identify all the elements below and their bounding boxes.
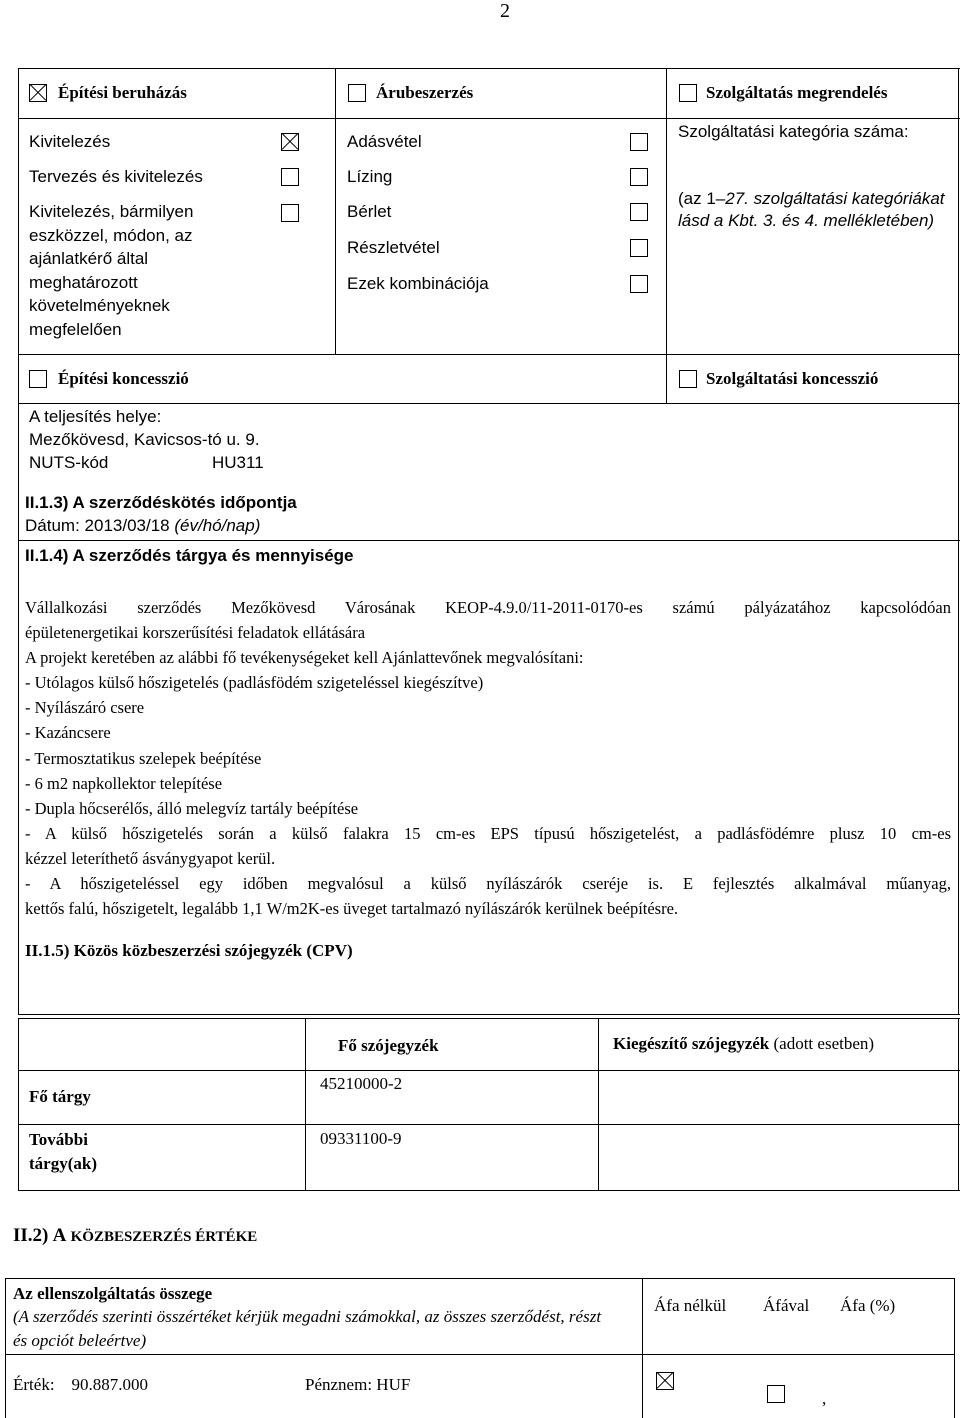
concession-divider-top: [18, 354, 960, 355]
works-item-checkbox[interactable]: [281, 204, 299, 222]
supplies-item-label: Lízing: [347, 167, 393, 186]
services-checkbox[interactable]: [679, 84, 697, 102]
works-item-label: Kivitelezés: [29, 132, 111, 151]
works-label: Építési beruházás: [58, 83, 187, 102]
supp-header-note: (adott esetben): [773, 1034, 875, 1053]
vat-value: ,: [822, 1389, 827, 1408]
services-label: Szolgáltatás megrendelés: [706, 83, 888, 102]
supplies-item-checkbox[interactable]: [630, 168, 648, 186]
cpv-row-label: Fő tárgy: [29, 1087, 91, 1106]
description-line: Vállalkozási szerződés Mezőkövesd Városának KEOP-4.9.0/11-2011-0170-es számú pályázatához kapcsolódóan: [25, 598, 951, 617]
cpv-left: [18, 1018, 19, 1191]
nuts-value: HU311: [212, 453, 264, 472]
works-item-checkbox[interactable]: [281, 168, 299, 186]
description-line: - Dupla hőcserélős, álló melegvíz tartály beépítése: [25, 798, 359, 818]
header-divider: [18, 118, 960, 119]
net-checkbox[interactable]: [656, 1372, 674, 1390]
cpv-code: 45210000-2: [320, 1074, 403, 1093]
description-line: - A külső hőszigetelés során a külső falakra 15 cm-es EPS típusú hőszigetelést, a padlásfödémre plusz 10 cm-es: [25, 823, 951, 843]
supplies-item-label: Ezek kombinációja: [347, 274, 489, 293]
service-concession-label: Szolgáltatási koncesszió: [706, 369, 879, 388]
col-gross: Áfával: [763, 1296, 810, 1315]
value-row: [13, 1374, 148, 1395]
currency-value: HUF: [376, 1375, 411, 1394]
cpv-row-label: További tárgy(ak): [29, 1130, 97, 1173]
currency-label: Pénznem:: [305, 1375, 373, 1394]
description-line: - A hőszigeteléssel egy időben megvalósul a külső nyílászárók cseréje is. E fejlesztés alkalmával műanyag,: [25, 874, 951, 894]
value-top: [5, 1278, 955, 1279]
note-prefix: (az 1: [678, 189, 716, 208]
value-amount: 90.887.000: [71, 1375, 149, 1394]
section-113-divider: [18, 540, 960, 541]
section-ii2-heading: [13, 1225, 257, 1248]
works-item-label: Kivitelezés, bármilyen eszközzel, módon, az ajánlatkérő által meghatározott követelményeknek megfelelően: [29, 202, 194, 339]
supplies-item-checkbox[interactable]: [630, 275, 648, 293]
works-item-checkbox[interactable]: [281, 133, 299, 151]
description-line: - Termosztatikus szelepek beépítése: [25, 748, 262, 768]
supplies-checkbox[interactable]: [348, 84, 366, 102]
note-dash: –: [715, 189, 726, 208]
date-format: (év/hó/nap): [174, 516, 261, 535]
value-note: (A szerződés szerinti összértéket kérjük megadni számokkal, az összes szerződést, részt és opciót beleértve): [13, 1307, 602, 1350]
date-label: Dátum:: [25, 516, 80, 535]
description-line: kettős falú, hőszigetelt, legalább 1,1 W/m2K-es üveget tartalmazó nyílászárók kerülnek beépítésre.: [25, 899, 679, 919]
col-divider-1: [335, 68, 336, 354]
gross-checkbox[interactable]: [767, 1385, 785, 1403]
works-concession-checkbox[interactable]: [29, 370, 47, 388]
service-concession-checkbox[interactable]: [679, 370, 697, 388]
supplies-item-label: Adásvétel: [347, 132, 422, 151]
currency-row: [305, 1374, 410, 1395]
subject-description: [25, 595, 951, 921]
service-category-label: Szolgáltatási kategória száma:: [678, 122, 909, 141]
supplies-label: Árubeszerzés: [376, 83, 474, 102]
note-italic: 27. szolgáltatási kategóriákat lásd a Kbt. 3. és 4. mellékletében): [678, 189, 945, 230]
cpv-top: [18, 1018, 960, 1019]
frame-right: [958, 68, 959, 1015]
frame-top: [18, 68, 960, 69]
cpv-row-divider: [18, 1124, 960, 1125]
cpv-right: [958, 1018, 959, 1191]
col-net: Áfa nélkül: [654, 1296, 727, 1315]
description-line: - 6 m2 napkollektor telepítése: [25, 773, 223, 793]
cpv-supp-header: [613, 1033, 874, 1054]
value-right: [954, 1278, 955, 1418]
value-row-divider: [5, 1354, 955, 1355]
concession-divider-bottom: [18, 403, 960, 404]
supplies-item-label: Részletvétel: [347, 238, 440, 257]
description-line: - Kazáncsere: [25, 723, 111, 743]
value-left: [5, 1278, 6, 1418]
nuts-label: NUTS-kód: [29, 453, 109, 472]
section-113-heading: II.1.3) A szerződéskötés időpontja: [25, 493, 297, 512]
col-vat: Áfa (%): [840, 1296, 896, 1315]
cpv-col-divider: [598, 1018, 599, 1191]
description-line: A projekt keretében az alábbi fő tevékenységeket kell Ajánlattevőnek megvalósítani:: [25, 648, 584, 668]
value-title: Az ellenszolgáltatás összege: [13, 1284, 213, 1303]
cpv-col-divider: [305, 1018, 306, 1191]
value-label: Érték:: [13, 1375, 55, 1394]
contract-date: [25, 515, 260, 536]
cpv-bottom: [18, 1190, 960, 1191]
ii2-rest: KÖZBESZERZÉS ÉRTÉKE: [70, 1229, 258, 1245]
frame-bottom: [18, 1014, 960, 1015]
section-114-heading: II.1.4) A szerződés tárgya és mennyisége: [25, 546, 354, 565]
description-line: épületenergetikai korszerűsítési feladatok ellátására: [25, 623, 366, 643]
place-value: Mezőkövesd, Kavicsos-tó u. 9.: [29, 430, 260, 449]
description-line: kézzel leteríthető ásványgyapot kerül.: [25, 848, 276, 868]
works-checkbox[interactable]: [29, 84, 47, 102]
description-line: - Utólagos külső hőszigetelés (padlásfödém szigeteléssel kiegészítve): [25, 673, 484, 693]
page-number: 2: [500, 0, 510, 22]
supplies-item-label: Bérlet: [347, 202, 392, 221]
ii2-a: A: [52, 1225, 67, 1246]
supplies-item-checkbox[interactable]: [630, 239, 648, 257]
section-115-heading: II.1.5) Közös közbeszerzési szójegyzék (CPV): [25, 941, 353, 960]
service-category-note: [678, 188, 948, 232]
cpv-code: 09331100-9: [320, 1129, 402, 1148]
cpv-main-header: Fő szójegyzék: [338, 1036, 439, 1055]
description-line: - Nyílászáró csere: [25, 698, 145, 718]
works-concession-label: Építési koncesszió: [58, 369, 189, 388]
value-col-divider: [642, 1278, 643, 1418]
place-label: A teljesítés helye:: [29, 407, 162, 426]
supplies-item-checkbox[interactable]: [630, 203, 648, 221]
supp-header-bold: Kiegészítő szójegyzék: [613, 1034, 770, 1053]
supplies-item-checkbox[interactable]: [630, 133, 648, 151]
col-divider-2: [666, 68, 667, 403]
date-value: 2013/03/18: [84, 516, 170, 535]
cpv-row-divider: [18, 1070, 960, 1071]
ii2-prefix: II.2): [13, 1225, 49, 1246]
works-item-label: Tervezés és kivitelezés: [29, 167, 203, 186]
frame-left: [18, 68, 19, 1015]
